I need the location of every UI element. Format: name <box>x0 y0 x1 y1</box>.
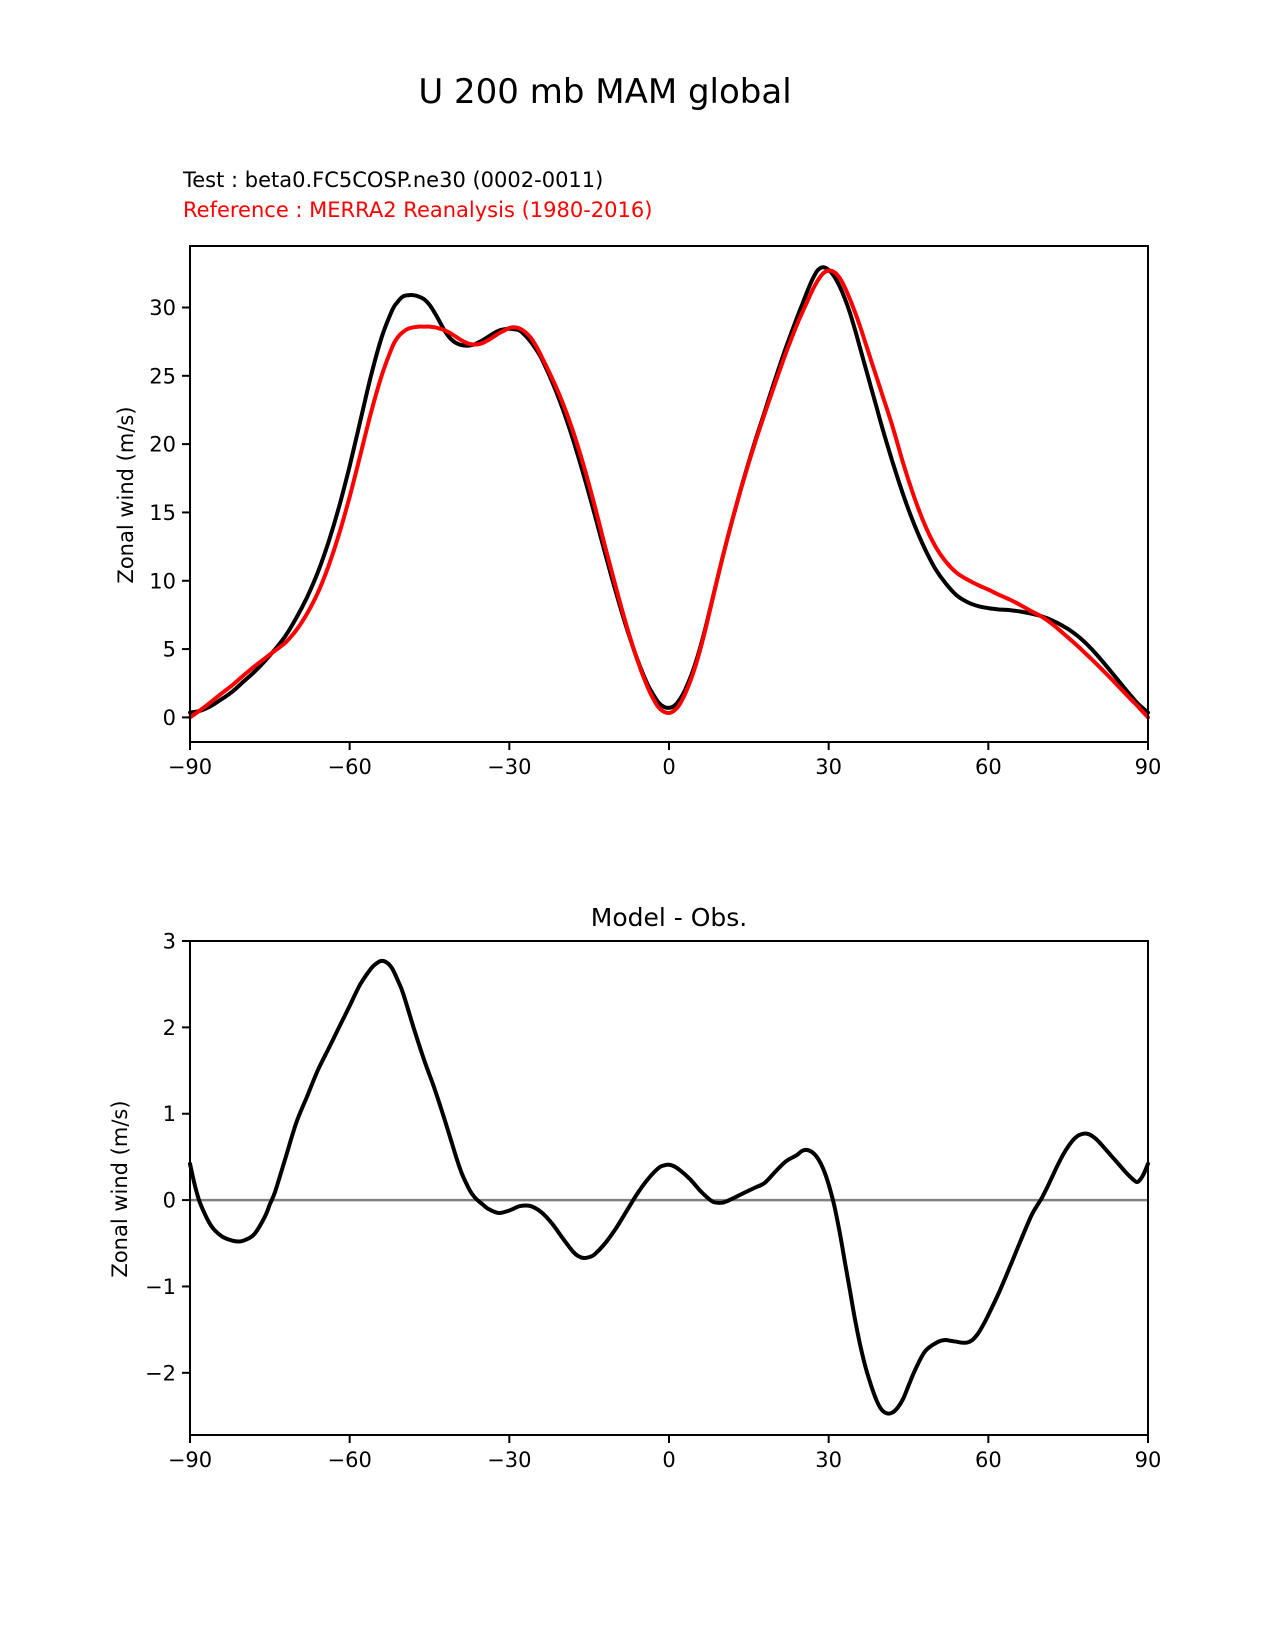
top-chart-y-tick-label: 30 <box>149 295 176 320</box>
top-chart-y-tick-label: 15 <box>149 500 176 525</box>
bottom-chart-x-tick-label: −60 <box>327 1448 372 1472</box>
top-chart-x-tick-label: 90 <box>1134 755 1162 779</box>
top-chart-x-tick-label: 0 <box>662 755 676 779</box>
top-chart-y-tick-label: 0 <box>162 705 176 730</box>
top-chart-test-curve <box>190 267 1148 712</box>
bottom-chart-title: Model - Obs. <box>590 903 748 932</box>
bottom-chart-y-tick-label: 0 <box>162 1188 176 1213</box>
bottom-chart-y-tick-label: −1 <box>145 1274 176 1299</box>
bottom-chart-x-tick-label: 0 <box>662 1448 676 1472</box>
bottom-chart-y-tick-label: −2 <box>145 1361 176 1386</box>
top-chart-y-tick-label: 25 <box>149 364 176 389</box>
bottom-chart-y-tick-label: 3 <box>162 929 176 954</box>
test-run-label: Test : beta0.FC5COSP.ne30 (0002-0011) <box>183 168 604 192</box>
bottom-chart-diff-curve <box>190 961 1148 1414</box>
top-chart-frame <box>190 246 1148 742</box>
bottom-chart-x-tick-label: 60 <box>974 1448 1002 1472</box>
top-chart-x-tick-label: −90 <box>167 755 213 779</box>
bottom-chart-x-tick-label: −30 <box>487 1448 532 1472</box>
top-chart-x-tick-label: −30 <box>487 755 532 779</box>
reference-run-label: Reference : MERRA2 Reanalysis (1980-2016) <box>183 198 653 222</box>
top-chart-y-tick-label: 5 <box>162 637 176 662</box>
top-chart-reference-curve <box>190 271 1148 718</box>
figure-title: U 200 mb MAM global <box>418 72 792 112</box>
top-chart-x-tick-label: 60 <box>974 755 1002 779</box>
top-chart-x-tick-label: 30 <box>815 755 843 779</box>
bottom-chart-y-axis-label: Zonal wind (m/s) <box>108 1100 132 1278</box>
bottom-chart-x-tick-label: 90 <box>1134 1448 1162 1472</box>
bottom-chart-y-tick-label: 2 <box>162 1015 176 1040</box>
bottom-chart-frame <box>190 941 1148 1435</box>
top-chart-y-tick-label: 10 <box>149 569 176 594</box>
top-chart-y-tick-label: 20 <box>149 432 176 457</box>
bottom-chart-y-tick-label: 1 <box>162 1102 176 1127</box>
top-chart-y-axis-label: Zonal wind (m/s) <box>114 406 138 584</box>
top-chart-x-tick-label: −60 <box>327 755 372 779</box>
bottom-chart-x-tick-label: −90 <box>167 1448 213 1472</box>
bottom-chart-x-tick-label: 30 <box>815 1448 843 1472</box>
